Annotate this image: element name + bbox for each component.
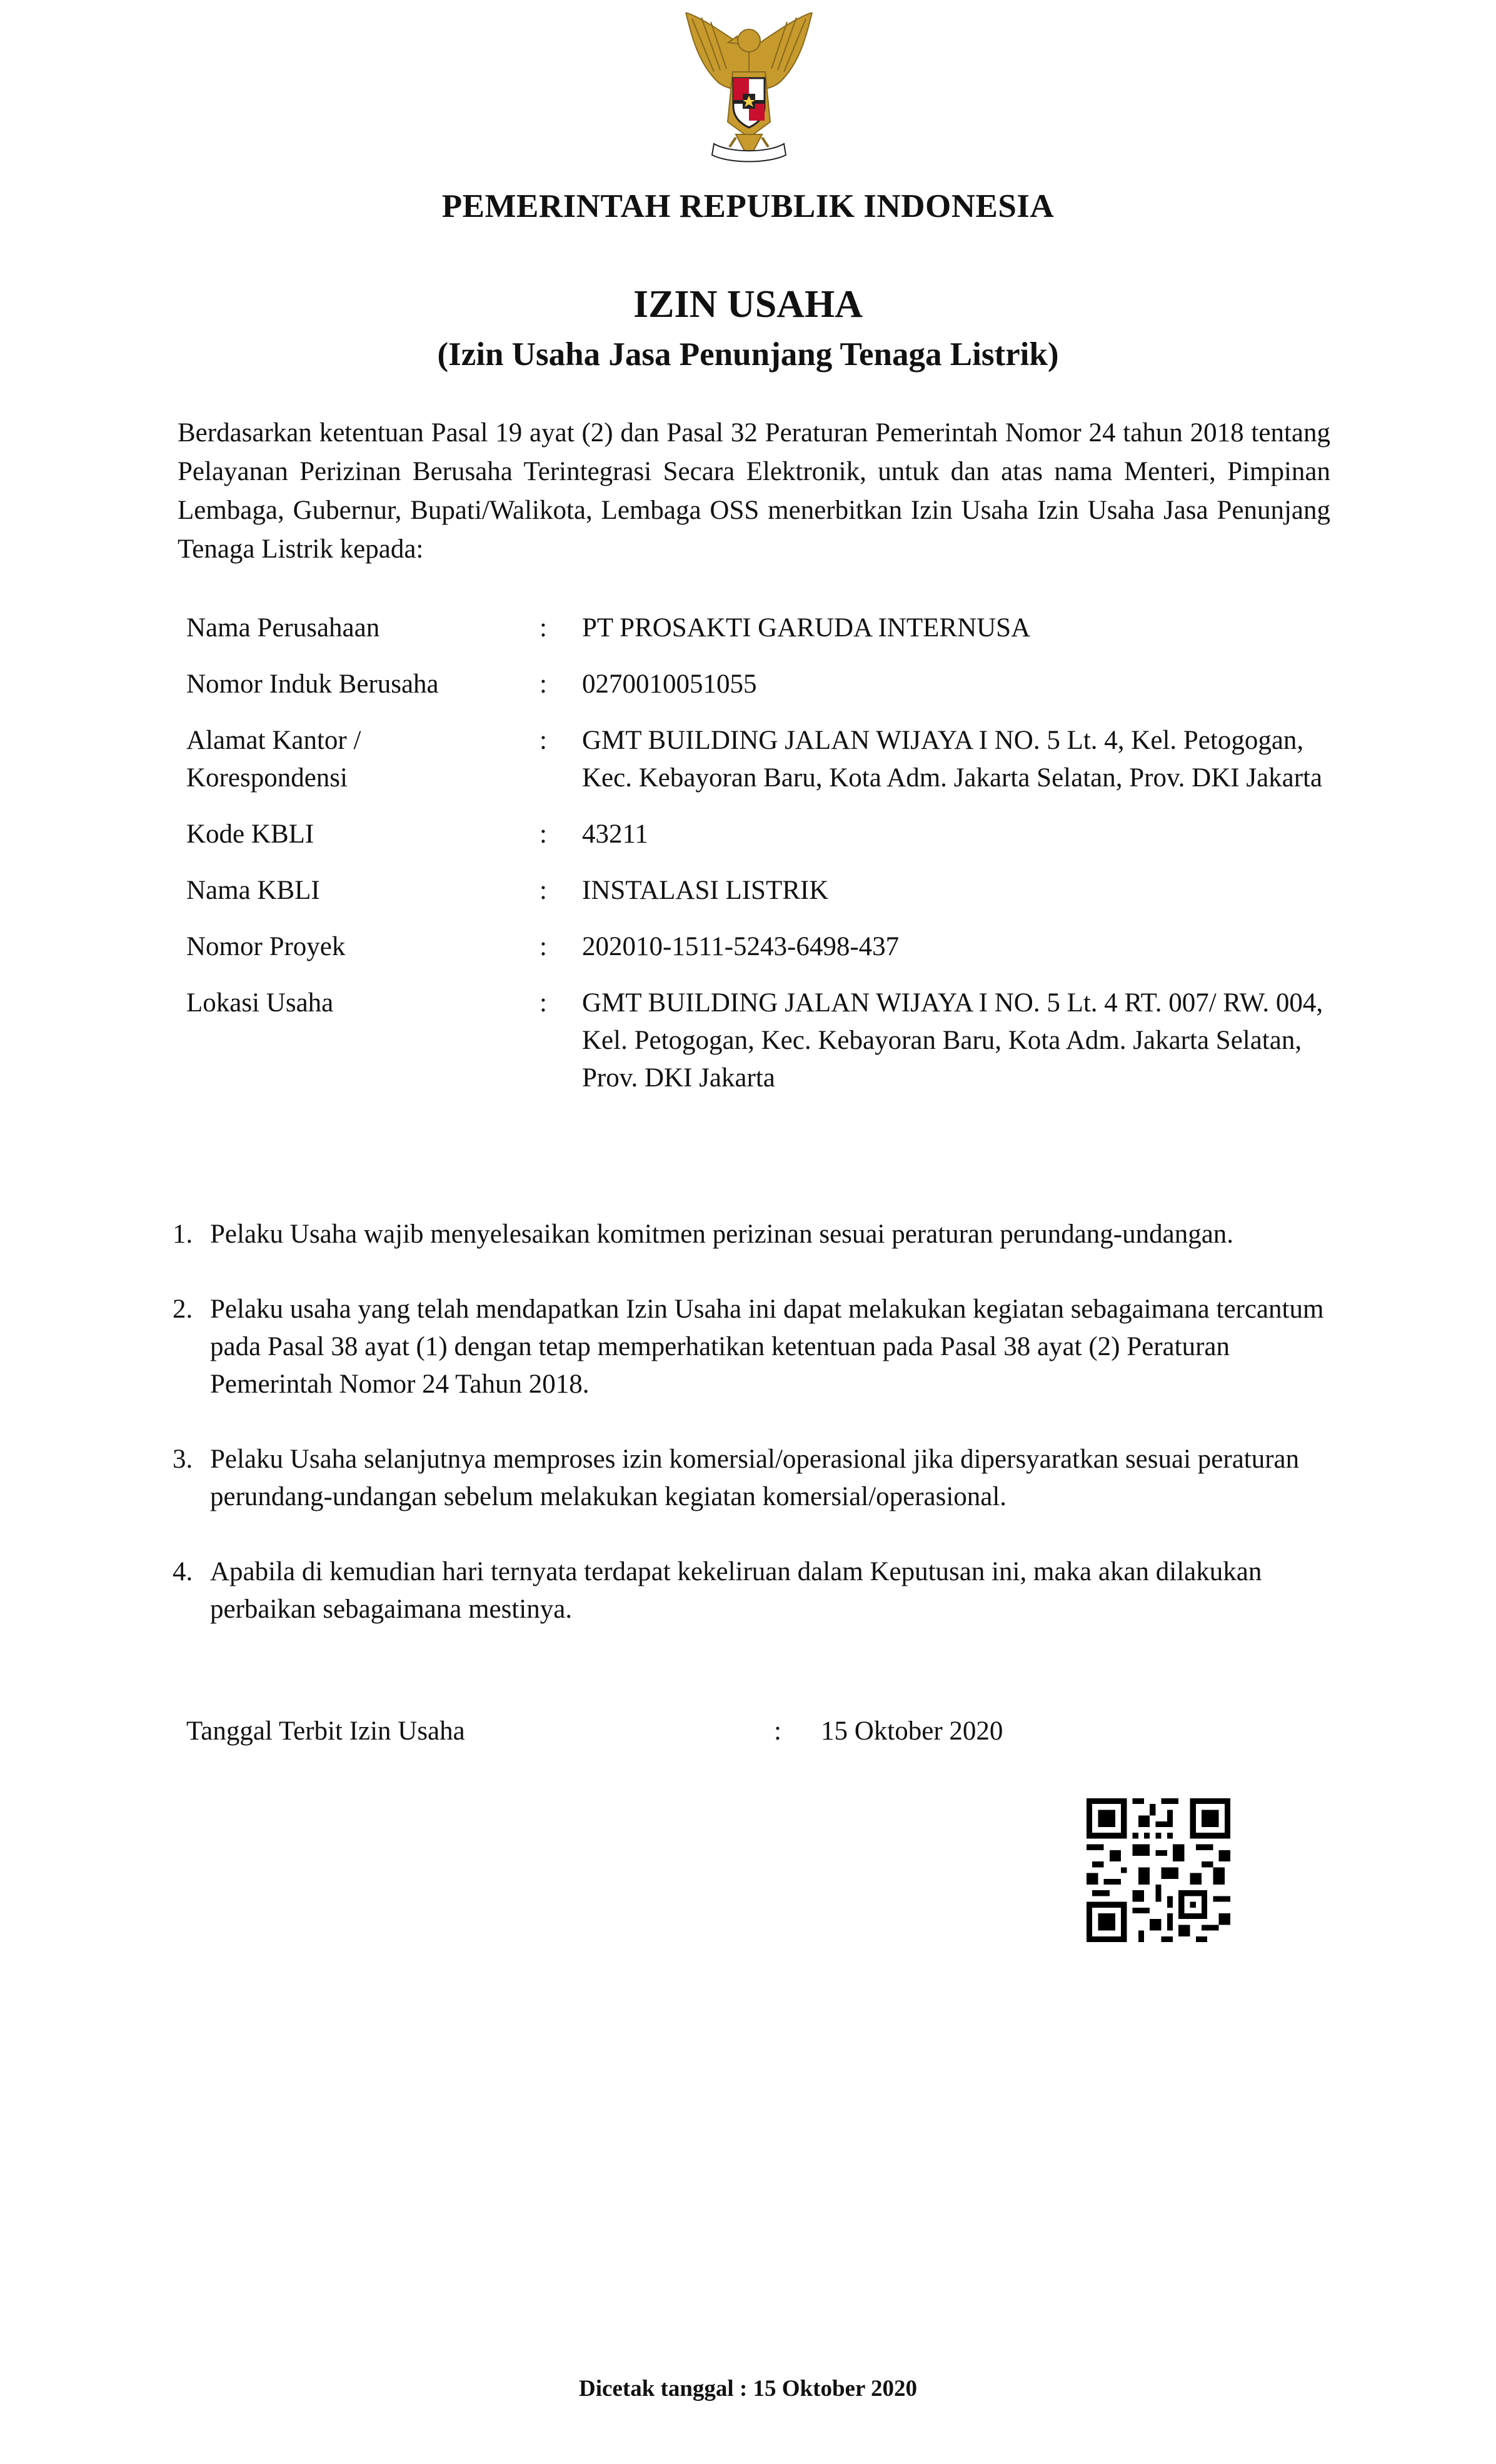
- field-separator: :: [540, 988, 547, 1018]
- list-item: [173, 1291, 1342, 1403]
- field-separator: :: [540, 613, 547, 643]
- field-label: Nomor Induk Berusaha: [186, 669, 439, 699]
- field-row-business-id: [186, 666, 1343, 703]
- field-value: 0270010051055: [582, 669, 757, 699]
- note-text: Pelaku Usaha selanjutnya memproses izin komersial/operasional jika dipersyaratkan sesuai peraturan perundang-undangan sebelum melakukan kegiatan komersial/operasional.: [210, 1445, 1300, 1511]
- qr-code-icon: [1087, 1798, 1230, 1942]
- field-row-business-location: [186, 984, 1343, 1097]
- note-number: 3.: [173, 1445, 193, 1474]
- field-value: INSTALASI LISTRIK: [582, 876, 829, 905]
- field-row-project-number: [186, 928, 1343, 966]
- field-separator: :: [540, 669, 547, 699]
- government-title: PEMERINTAH REPUBLIK INDONESIA: [441, 188, 1055, 224]
- field-label: Nama KBLI: [186, 876, 320, 905]
- list-item: [173, 1553, 1342, 1628]
- field-value: PT PROSAKTI GARUDA INTERNUSA: [582, 613, 1031, 643]
- issue-date-separator: :: [774, 1716, 781, 1746]
- note-number: 2.: [173, 1295, 193, 1324]
- garuda-emblem-icon: [680, 13, 818, 169]
- business-details: [186, 609, 1343, 1116]
- field-label: Alamat Kantor / Korespondensi: [186, 726, 361, 793]
- field-row-company-name: [186, 609, 1343, 647]
- list-item: [173, 1216, 1342, 1253]
- note-text: Pelaku Usaha wajib menyelesaikan komitmen perizinan sesuai peraturan perundang-undangan.: [210, 1219, 1234, 1249]
- field-row-office-address: [186, 722, 1343, 797]
- field-value: 43211: [582, 819, 648, 849]
- field-value: GMT BUILDING JALAN WIJAYA I NO. 5 Lt. 4, Kel. Petogogan, Kec. Kebayoran Baru, Kota Adm. Jakarta Selatan, Prov. DKI Jakarta: [582, 726, 1323, 793]
- field-row-kbli-name: [186, 872, 1343, 909]
- note-text: Apabila di kemudian hari ternyata terdapat kekeliruan dalam Keputusan ini, maka akan dilakukan perbaikan sebagaimana mestinya.: [210, 1557, 1262, 1624]
- issue-date-value: 15 Oktober 2020: [821, 1716, 1003, 1746]
- list-item: [173, 1441, 1342, 1516]
- document-subtitle: (Izin Usaha Jasa Penunjang Tenaga Listrik): [437, 336, 1059, 373]
- field-label: Lokasi Usaha: [186, 988, 334, 1018]
- notes-list: [173, 1216, 1342, 1666]
- issue-date-row: [186, 1713, 1003, 1750]
- issue-date-label: Tanggal Terbit Izin Usaha: [186, 1716, 465, 1746]
- field-row-kbli-code: [186, 816, 1343, 853]
- note-number: 1.: [173, 1219, 193, 1249]
- field-value: GMT BUILDING JALAN WIJAYA I NO. 5 Lt. 4 RT. 007/ RW. 004, Kel. Petogogan, Kec. Kebayoran Baru, Kota Adm. Jakarta Selatan, Prov. DKI Jakarta: [582, 988, 1323, 1093]
- field-separator: :: [540, 819, 547, 849]
- field-label: Kode KBLI: [186, 819, 314, 849]
- intro-paragraph: Berdasarkan ketentuan Pasal 19 ayat (2) dan Pasal 32 Peraturan Pemerintah Nomor 24 tahun 2018 tentang Pelayanan Perizinan Berusaha Terintegrasi Secara Elektronik, untuk dan atas nama Menteri, Pimpinan Lembaga, Gubernur, Bupati/Walikota, Lembaga OSS menerbitkan Izin Usaha Izin Usaha Jasa Penunjang Tenaga Listrik kepada:: [178, 418, 1330, 564]
- field-separator: :: [540, 876, 547, 905]
- note-number: 4.: [173, 1557, 193, 1586]
- printed-date: Dicetak tanggal : 15 Oktober 2020: [579, 2376, 917, 2401]
- field-label: Nama Perusahaan: [186, 613, 380, 643]
- field-value: 202010-1511-5243-6498-437: [582, 932, 900, 961]
- field-separator: :: [540, 932, 547, 961]
- note-text: Pelaku usaha yang telah mendapatkan Izin Usaha ini dapat melakukan kegiatan sebagaimana tercantum pada Pasal 38 ayat (1) dengan tetap memperhatikan ketentuan pada Pasal 38 ayat (2) Peraturan Pemerintah Nomor 24 Tahun 2018.: [210, 1295, 1324, 1399]
- field-separator: :: [540, 726, 547, 755]
- document-title: IZIN USAHA: [633, 283, 863, 326]
- field-label: Nomor Proyek: [186, 932, 346, 961]
